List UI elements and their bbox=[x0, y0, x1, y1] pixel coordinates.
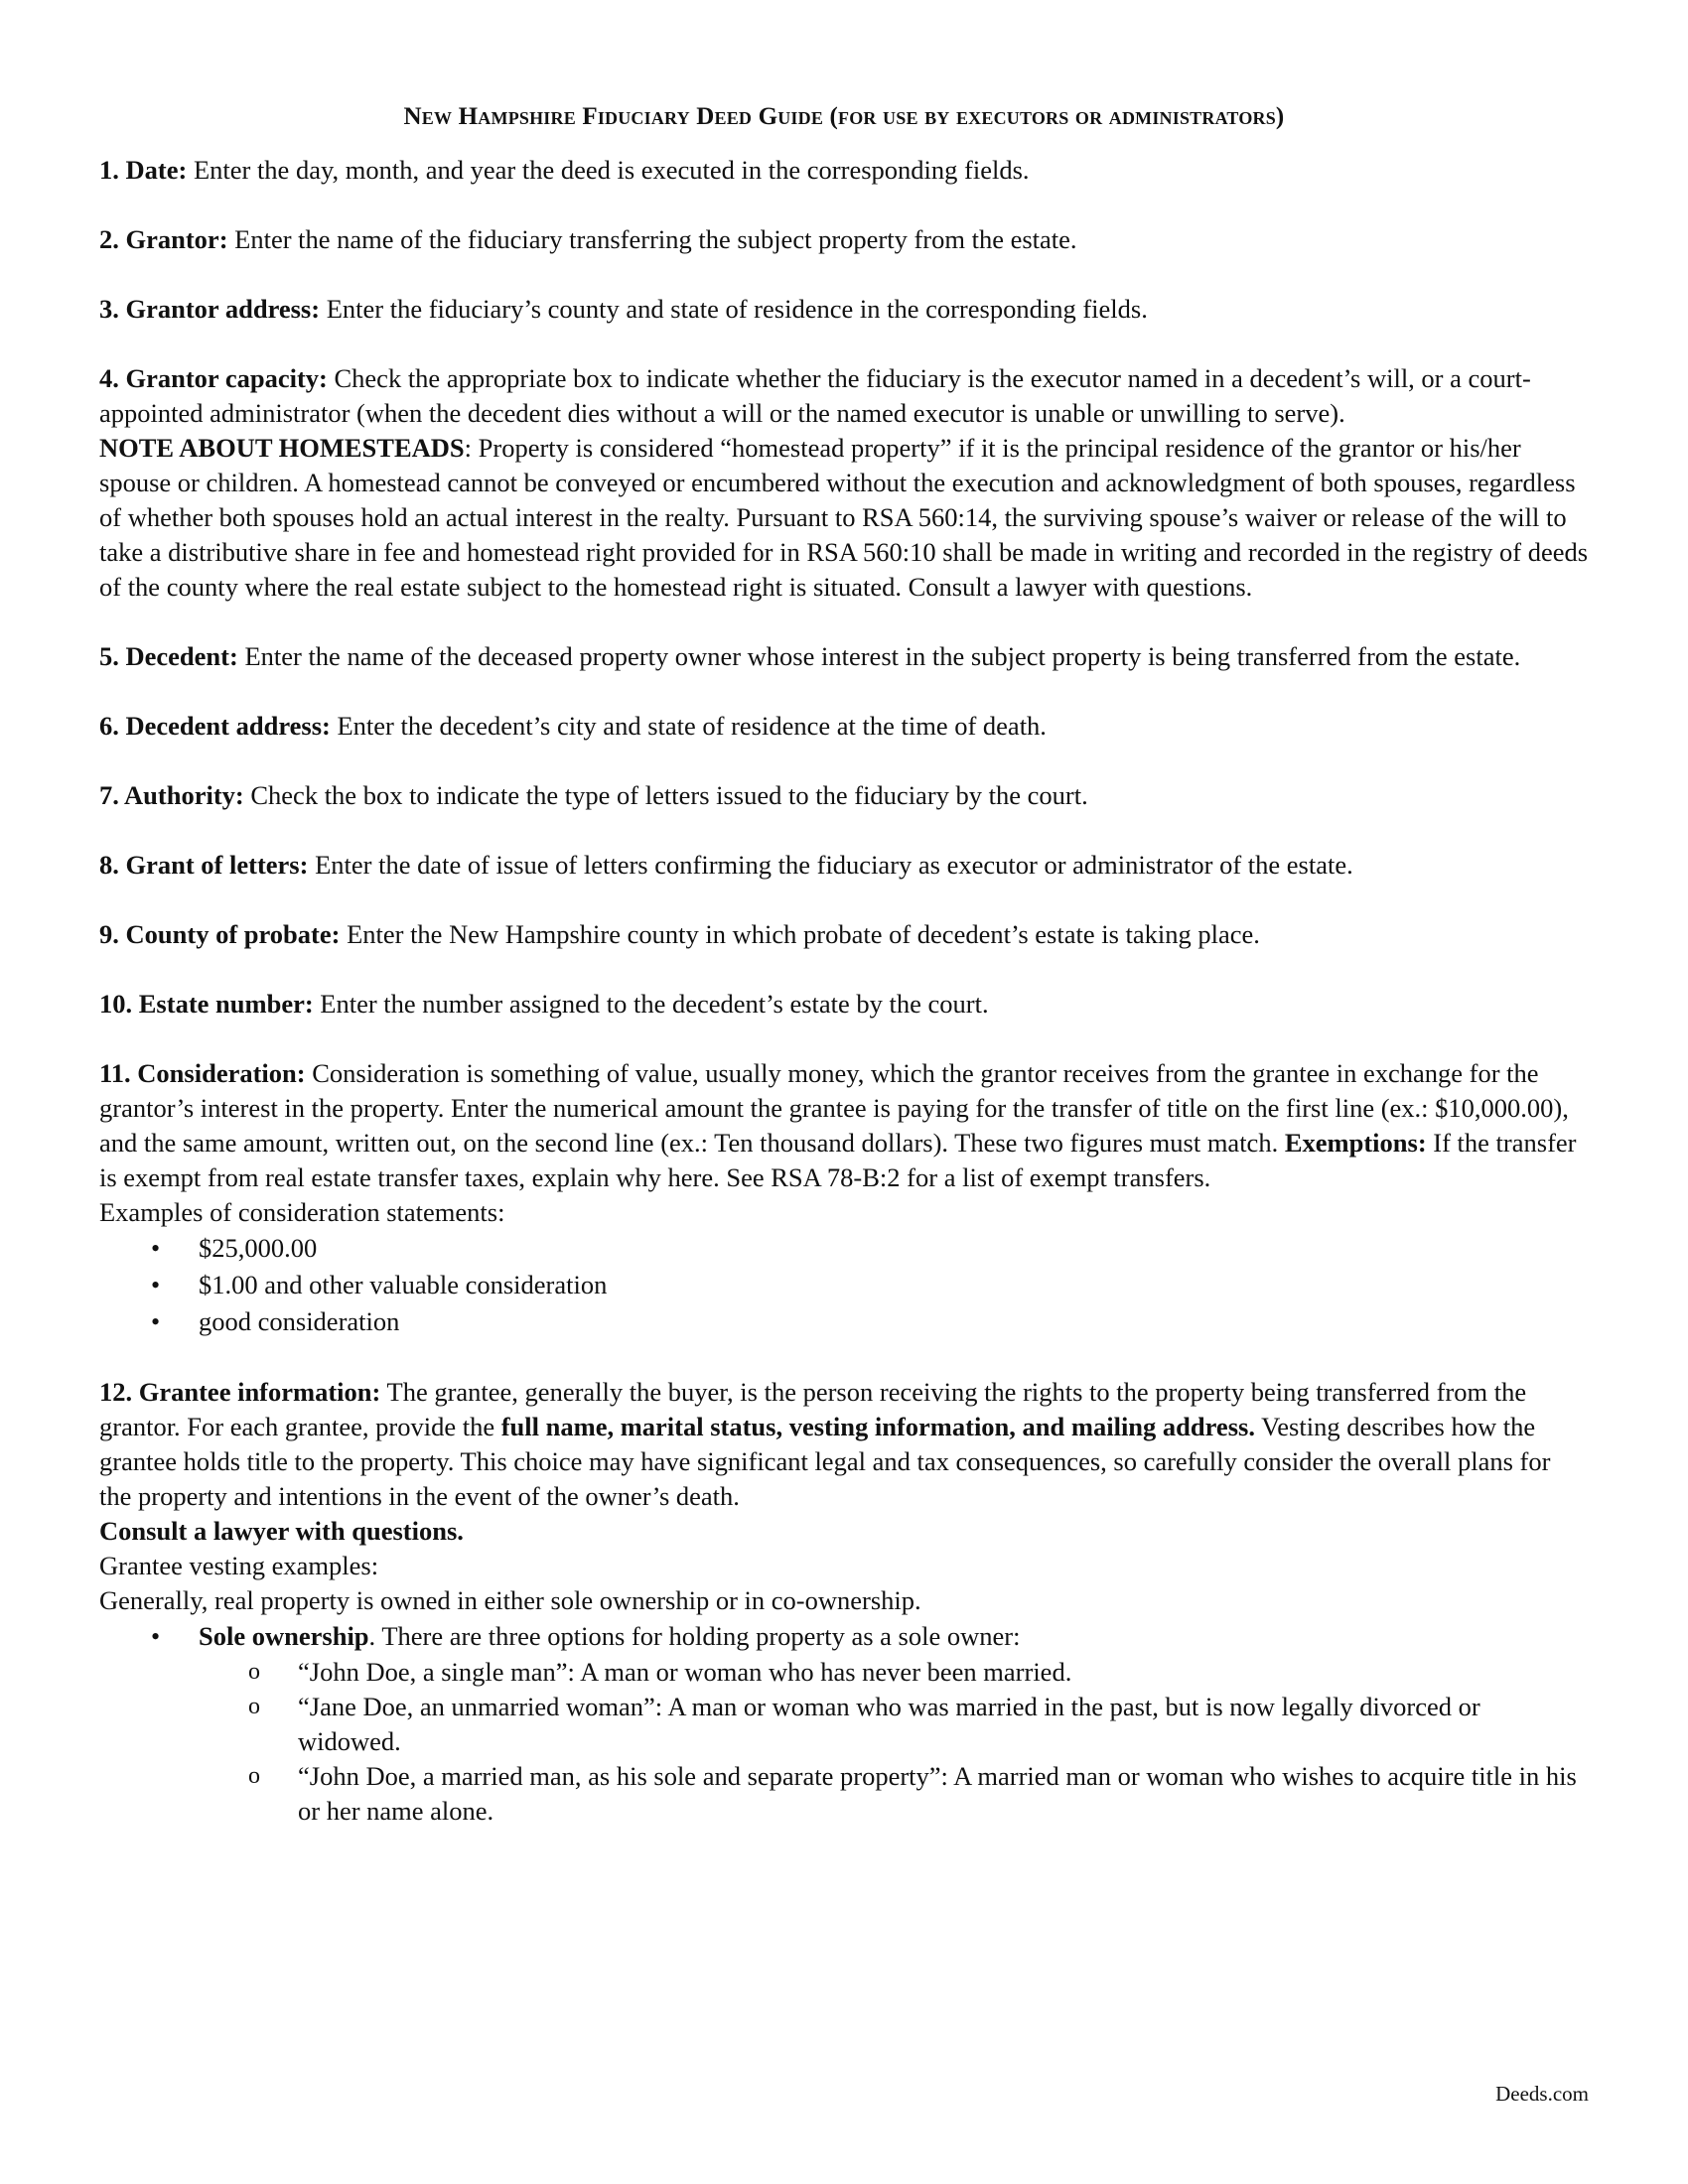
vesting-intro: Grantee vesting examples: bbox=[99, 1551, 379, 1580]
item-text: Check the box to indicate the type of letters issued to the fiduciary by the court. bbox=[243, 780, 1088, 810]
item-text: Enter the date of issue of letters confirming the fiduciary as executor or administrator of the estate. bbox=[308, 850, 1353, 880]
item-label: 10. Estate number: bbox=[99, 989, 314, 1019]
homestead-note-label: NOTE ABOUT HOMESTEADS bbox=[99, 433, 465, 463]
item-label: 9. County of probate: bbox=[99, 919, 341, 949]
item-county-of-probate bbox=[99, 917, 1589, 952]
item-authority bbox=[99, 778, 1589, 813]
sole-ownership-options bbox=[99, 1655, 1589, 1829]
item-decedent-address bbox=[99, 709, 1589, 744]
item-text: The grantee, generally the buyer, is the person receiving the rights to the property being transferred from the grantor. For each grantee, provide the bbox=[99, 1377, 1527, 1441]
sole-ownership-label: Sole ownership bbox=[199, 1621, 369, 1651]
item-text: Enter the name of the deceased property owner whose interest in the subject property is being transferred from the estate. bbox=[237, 641, 1521, 671]
document-title: New Hampshire Fiduciary Deed Guide (for use by executors or administrators) bbox=[403, 103, 1285, 130]
item-grantor-capacity bbox=[99, 361, 1589, 431]
list-item: o “Jane Doe, an unmarried woman”: A man or woman who was married in the past, but is now legally divorced or widowed. bbox=[99, 1690, 1589, 1759]
item-label: 4. Grantor capacity: bbox=[99, 363, 328, 393]
exemptions-text: If the transfer is exempt from real estate transfer taxes, explain why here. See RSA 78-B:2 for a list of exempt transfers. bbox=[99, 1128, 1577, 1192]
item-text: Enter the decedent’s city and state of residence at the time of death. bbox=[330, 711, 1047, 741]
vesting-list bbox=[99, 1618, 1589, 1655]
consideration-examples-list bbox=[99, 1230, 1589, 1340]
item-label: 6. Decedent address: bbox=[99, 711, 331, 741]
item-label: 1. Date: bbox=[99, 155, 188, 185]
footer-brand: Deeds.com bbox=[1495, 2082, 1589, 2106]
list-item: o “John Doe, a single man”: A man or woman who has never been married. bbox=[99, 1655, 1589, 1690]
item-grantor-address bbox=[99, 292, 1589, 327]
list-item bbox=[99, 1618, 1589, 1655]
item-text: Enter the fiduciary’s county and state of residence in the corresponding fields. bbox=[320, 294, 1148, 324]
item-label: 2. Grantor: bbox=[99, 224, 228, 254]
exemptions-label: Exemptions: bbox=[1284, 1128, 1427, 1158]
item-text: Check the appropriate box to indicate whether the fiduciary is the executor named in a decedent’s will, or a court-appointed administrator (when the decedent dies without a will or the named executor is unable or unwilling to serve). bbox=[99, 363, 1531, 428]
item-text: Enter the New Hampshire county in which probate of decedent’s estate is taking place. bbox=[340, 919, 1260, 949]
list-item: • $25,000.00 bbox=[99, 1230, 1589, 1267]
item-consideration bbox=[99, 1056, 1589, 1195]
item-estate-number bbox=[99, 987, 1589, 1022]
item-decedent bbox=[99, 639, 1589, 674]
item-text: Enter the number assigned to the decedent’s estate by the court. bbox=[313, 989, 989, 1019]
list-item: • $1.00 and other valuable consideration bbox=[99, 1267, 1589, 1303]
item-grantee-information bbox=[99, 1375, 1589, 1549]
item-text-continued: Vesting describes how the grantee holds title to the property. This choice may have significant legal and tax consequences, so carefully consider the overall plans for the property and intentions in the event of the owner’s death. bbox=[99, 1412, 1551, 1511]
item-grantor bbox=[99, 222, 1589, 257]
document-page bbox=[99, 99, 1589, 1829]
item-text: Enter the name of the fiduciary transferring the subject property from the estate. bbox=[227, 224, 1077, 254]
item-label: 12. Grantee information: bbox=[99, 1377, 381, 1407]
vesting-general: Generally, real property is owned in either sole ownership or in co-ownership. bbox=[99, 1585, 921, 1615]
item-label: 8. Grant of letters: bbox=[99, 850, 309, 880]
consideration-examples-intro: Examples of consideration statements: bbox=[99, 1197, 505, 1227]
item-grant-of-letters bbox=[99, 848, 1589, 883]
item-text: Consideration is something of value, usually money, which the grantor receives from the grantee in exchange for the grantor’s interest in the property. Enter the numerical amount the grantee is paying for the transfer of title on the first line (ex.: $10,000.00), and the same amount, written out, on the second line (ex.: Ten thousand dollars). These two figures must match. bbox=[99, 1058, 1569, 1158]
item-label: 7. Authority: bbox=[99, 780, 244, 810]
homestead-note bbox=[99, 431, 1589, 605]
sole-ownership-text: . There are three options for holding property as a sole owner: bbox=[368, 1621, 1021, 1651]
consult-lawyer: Consult a lawyer with questions. bbox=[99, 1516, 464, 1546]
list-item: o “John Doe, a married man, as his sole and separate property”: A married man or woman who wishes to acquire title in his or her name alone. bbox=[99, 1759, 1589, 1829]
item-label: 11. Consideration: bbox=[99, 1058, 306, 1088]
list-item: • good consideration bbox=[99, 1303, 1589, 1340]
homestead-note-text: : Property is considered “homestead property” if it is the principal residence of the grantor or his/her spouse or children. A homestead cannot be conveyed or encumbered without the execution and acknowledgment of both spouses, regardless of whether both spouses hold an actual interest in the realty. Pursuant to RSA 560:14, the surviving spouse’s waiver or release of the will to take a distributive share in fee and homestead right provided for in RSA 560:10 shall be made in writing and recorded in the registry of deeds of the county where the real estate subject to the homestead right is situated. Consult a lawyer with questions. bbox=[99, 433, 1589, 602]
grantee-required-fields: full name, marital status, vesting information, and mailing address. bbox=[500, 1412, 1255, 1441]
item-label: 3. Grantor address: bbox=[99, 294, 321, 324]
item-date bbox=[99, 153, 1589, 188]
item-text: Enter the day, month, and year the deed is executed in the corresponding fields. bbox=[187, 155, 1030, 185]
item-label: 5. Decedent: bbox=[99, 641, 238, 671]
